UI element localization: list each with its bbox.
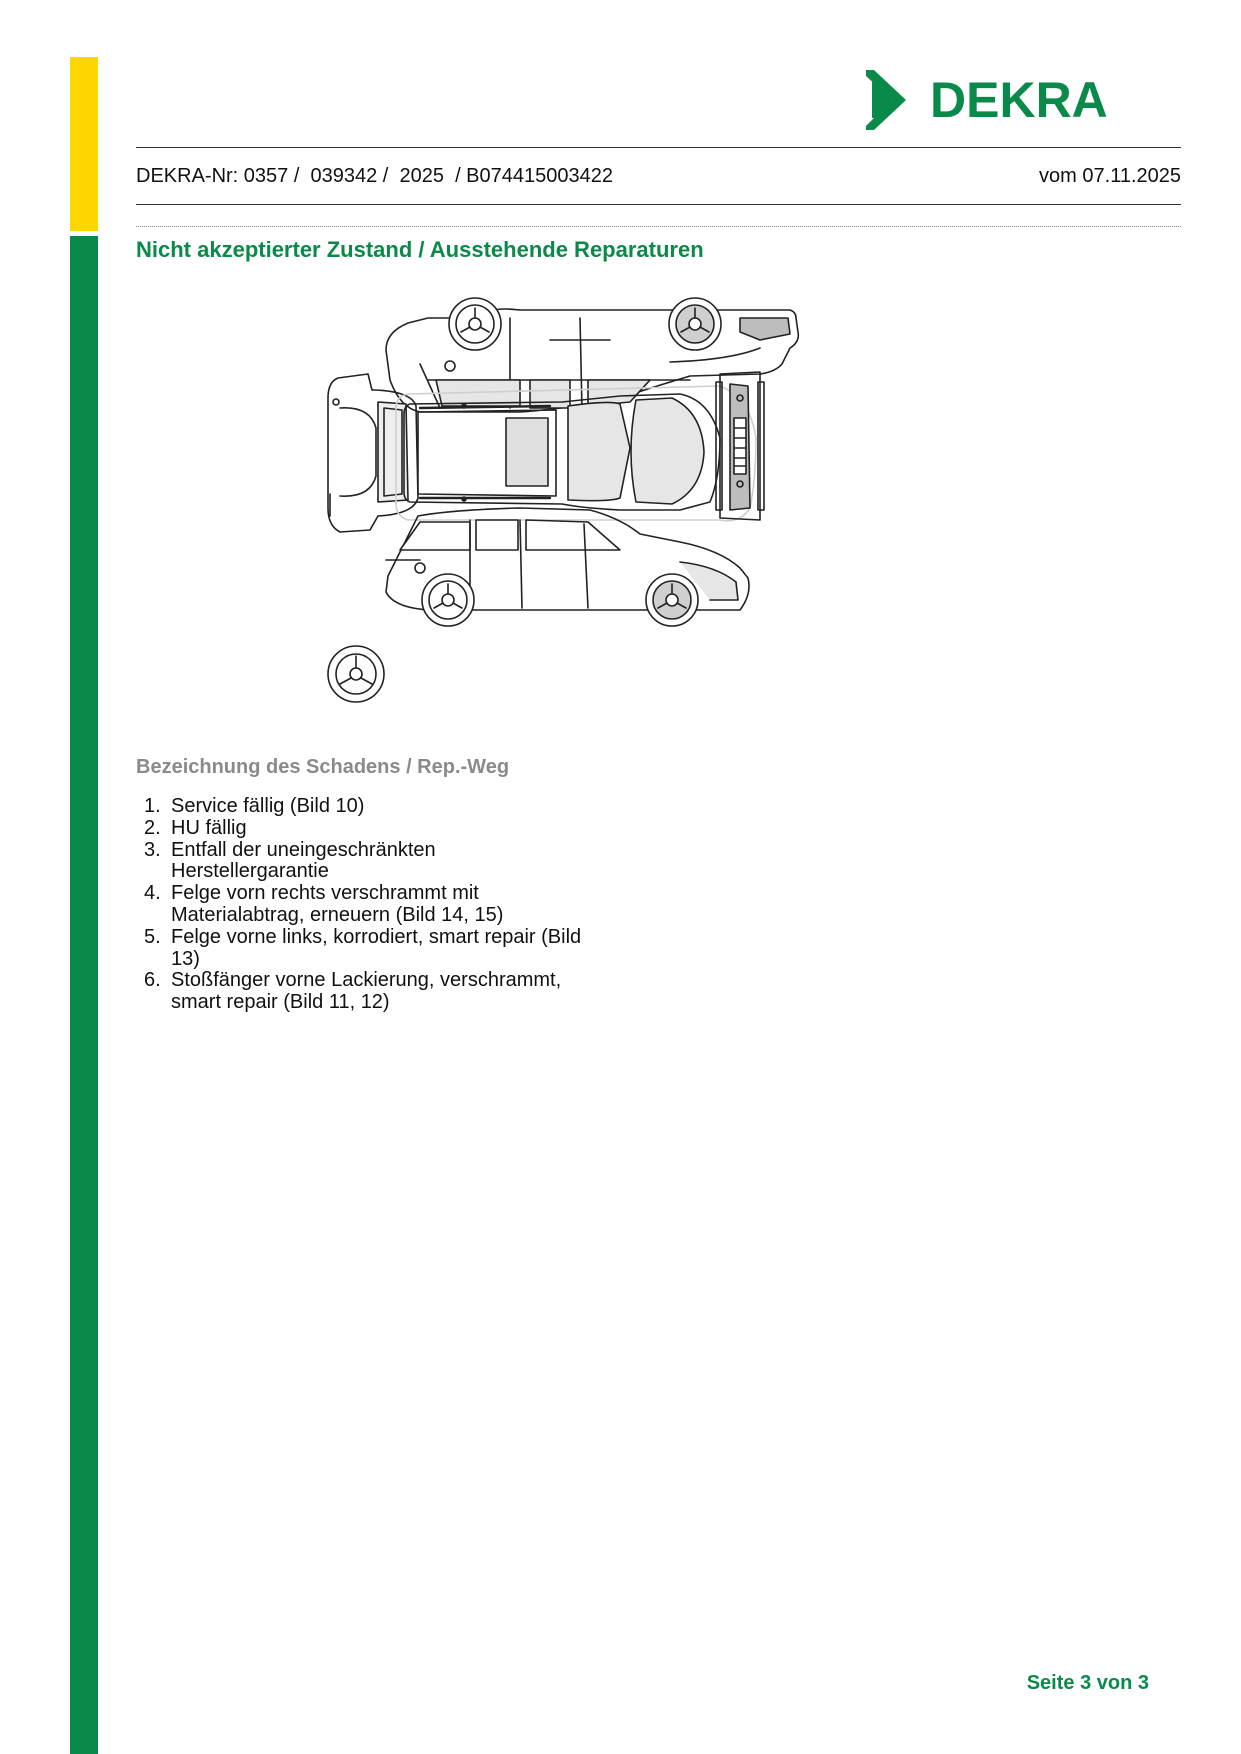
- damage-list: [136, 796, 586, 1014]
- list-item: 2. HU fällig: [144, 816, 247, 839]
- accent-bar-yellow: [70, 57, 98, 231]
- dekra-reference-number: DEKRA-Nr: 0357 / 039342 / 2025 / B074415003422: [136, 165, 614, 187]
- header-rule-top: [136, 147, 1181, 148]
- car-side-view-bottom: [386, 508, 749, 626]
- vehicle-damage-diagram: [320, 288, 860, 708]
- list-item: 6. Stoßfänger vorne Lackierung, verschrammt, smart repair (Bild 11, 12): [144, 969, 562, 1014]
- dekra-logo-text: DEKRA: [930, 72, 1108, 128]
- accent-bar-green: [70, 236, 98, 1754]
- list-item: 5. Felge vorne links, korrodiert, smart repair (Bild 13): [144, 925, 582, 970]
- report-date: vom 07.11.2025: [1039, 165, 1181, 187]
- header-rule-bottom: [136, 204, 1181, 205]
- dotted-divider: [136, 226, 1181, 227]
- section-title: Nicht akzeptierter Zustand / Ausstehende Reparaturen: [136, 237, 704, 262]
- list-item: 1. Service fällig (Bild 10): [144, 795, 365, 817]
- spare-wheel: [328, 646, 384, 702]
- page-number: Seite 3 von 3: [1026, 1672, 1149, 1694]
- damage-heading: Bezeichnung des Schadens / Rep.-Weg: [136, 756, 510, 778]
- car-front-view: [716, 372, 764, 520]
- list-item: 3. Entfall der uneingeschränkten Herstellergarantie: [144, 838, 436, 883]
- list-item: 4. Felge vorn rechts verschrammt mit Materialabtrag, erneuern (Bild 14, 15): [144, 882, 504, 926]
